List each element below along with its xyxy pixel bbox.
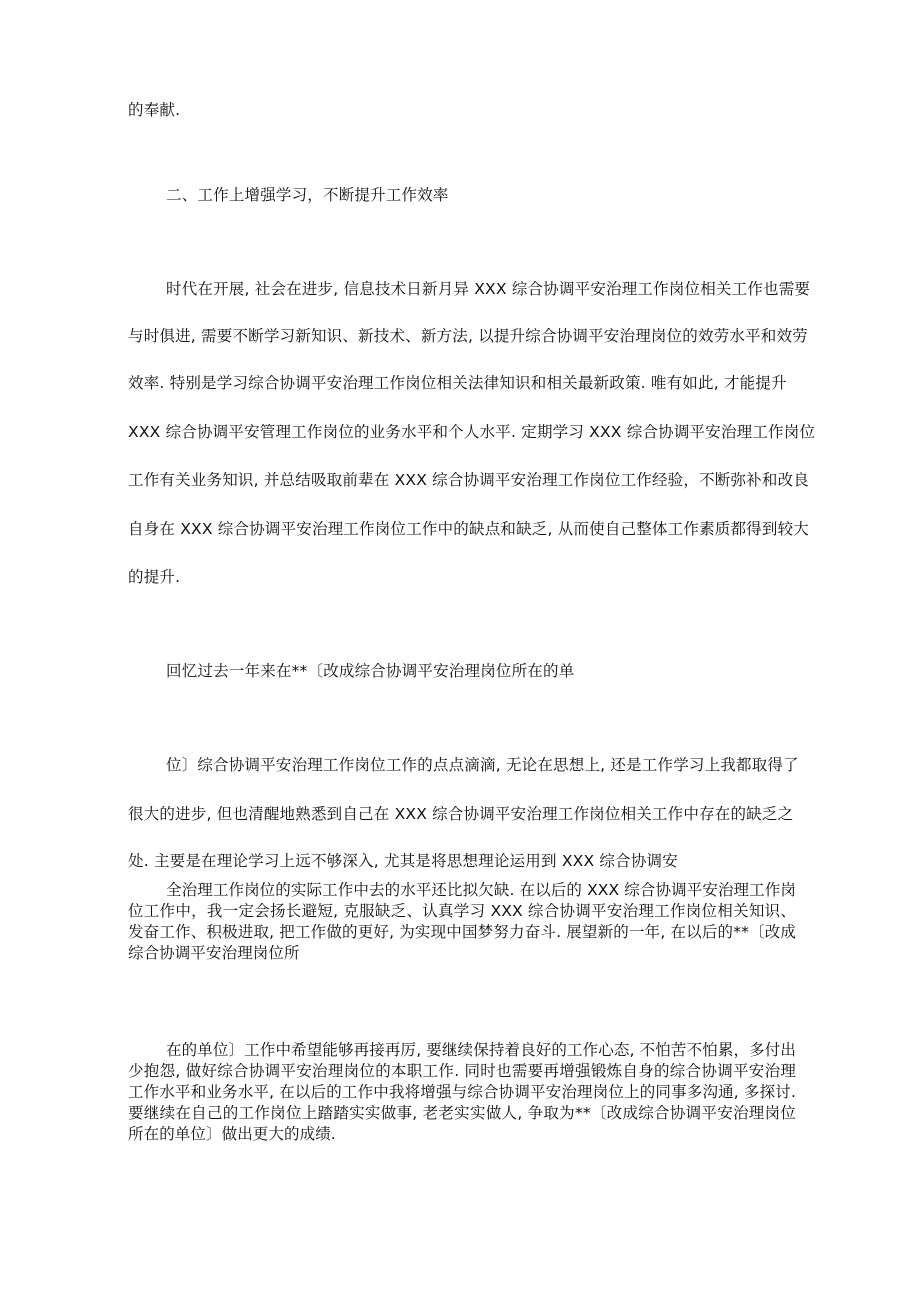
- paragraph-line: 很大的进步, 但也清醒地熟悉到自己在 XXX 综合协调平安治理工作岗位相关工作中存在的缺乏之: [128, 805, 794, 823]
- paragraph-line: 的提升.: [128, 568, 181, 586]
- paragraph-line: XXX 综合协调平安管理工作岗位的业务水平和个人水平. 定期学习 XXX 综合协调平安治理工作岗位: [128, 423, 816, 441]
- section-heading: 二、工作上增强学习，不断提升工作效率: [166, 186, 449, 204]
- paragraph-line: 处. 主要是在理论学习上远不够深入, 尤其是将思想理论运用到 XXX 综合协调安: [128, 852, 678, 870]
- top-fragment: 的奉献.: [128, 101, 181, 119]
- paragraph-line: 时代在开展, 社会在进步, 信息技术日新月异 XXX 综合协调平安治理工作岗位相关工作也需要: [166, 280, 811, 298]
- paragraph-line: 工作有关业务知识, 并总结吸取前辈在 XXX 综合协调平安治理工作岗位工作经验，不断弥补和改良: [128, 471, 809, 489]
- paragraph-line: 与时俱进, 需要不断学习新知识、新技术、新方法, 以提升综合协调平安治理岗位的效劳水平和效劳: [128, 327, 808, 345]
- plan-paragraph: 全治理工作岗位的实际工作中去的水平还比拟欠缺. 在以后的 XXX 综合协调平安治理工作岗位工作中，我一定会扬长避短, 克服缺乏、认真学习 XXX 综合协调平安治理工作岗位相关知识、发奋工作、积极进取, 把工作做的更好, 为实现中国梦努力奋斗. 展望新的一年, 在以后的**〔改成综合协调平安治理岗位所: [128, 881, 796, 962]
- closing-paragraph: 在的单位〕工作中希望能够再接再厉, 要继续保持着良好的工作心态, 不怕苦不怕累，多付出少抱怨, 做好综合协调平安治理岗位的本职工作. 同时也需要再增强锻炼自身的综合协调平安治理工作水平和业务水平, 在以后的工作中我将增强与综合协调平安治理岗位上的同事多沟通, 多探讨. 要继续在自己的工作岗位上踏踏实实做事, 老老实实做人, 争取为**〔改成综合协调平安治理岗位所在的单位〕做出更大的成绩.: [128, 1041, 796, 1143]
- paragraph-line: 效率. 特别是学习综合协调平安治理工作岗位相关法律知识和相关最新政策. 唯有如此, 才能提升: [128, 374, 787, 392]
- paragraph-line: 位〕综合协调平安治理工作岗位工作的点点滴滴, 无论在思想上, 还是工作学习上我都取得了: [166, 756, 799, 774]
- paragraph-line: 自身在 XXX 综合协调平安治理工作岗位工作中的缺点和缺乏, 从而使自己整体工作素质都得到较大: [128, 520, 809, 538]
- recall-line: 回忆过去一年来在**〔改成综合协调平安治理岗位所在的单: [166, 662, 575, 680]
